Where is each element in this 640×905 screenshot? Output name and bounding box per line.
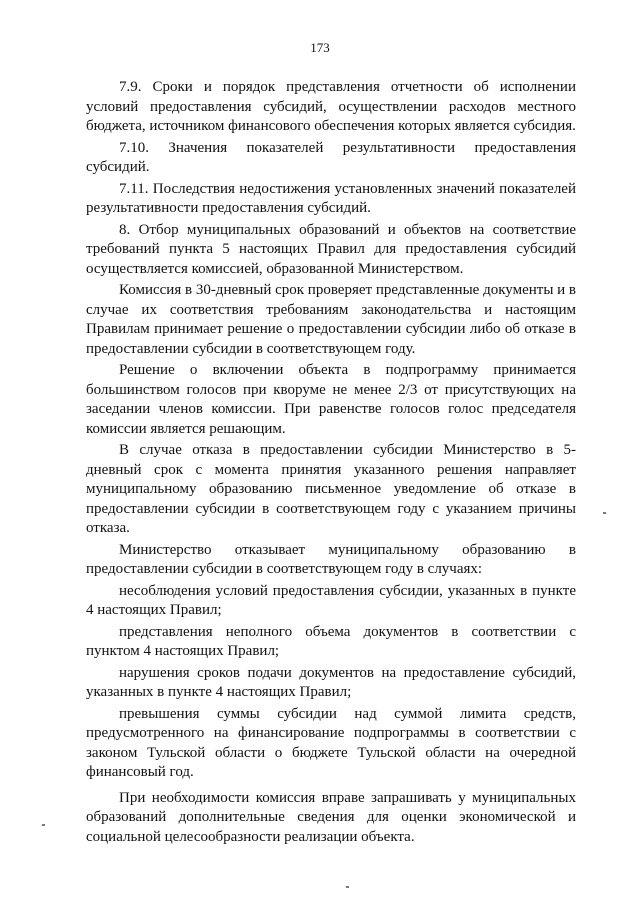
list-item-limit-exceeded: превышения суммы субсидии над суммой лимита средств, предусмотренного на финансирование подпрограммы в соответствии с законом Тульской области о бюджете Тульской области на очередной финансовый год. (86, 705, 576, 780)
paragraph-commission-review: Комиссия в 30-дневный срок проверяет представленные документы и в случае их соответствия требованиям законодательства и настоящим Правилам принимает решение о предоставлении субсидии либо об отказе в предоставлении субсидии в соответствующем году. (86, 282, 577, 357)
paragraph-7-10: 7.10. Значения показателей результативности предоставления субсидий. (86, 139, 576, 175)
paragraph-7-11: 7.11. Последствия недостижения установленных значений показателей результативности предоставления субсидий. (86, 180, 576, 216)
paragraph-refusal-notice: В случае отказа в предоставлении субсидии Министерство в 5-дневный срок с момента принятия указанного решения направляет муниципальному образованию письменное уведомление об отказе в предоставлении субсидии в соответствующем году с указанием причины отказа. (86, 442, 576, 536)
list-item-noncompliance: несоблюдения условий предоставления субсидии, указанных в пункте 4 настоящих Правил; (86, 582, 576, 618)
scan-speck (603, 512, 606, 514)
scan-speck (42, 824, 45, 826)
paragraph-decision: Решение о включении объекта в подпрограмму принимается большинством голосов при кворуме не менее 2/3 от присутствующих на заседании членов комиссии. При равенстве голосов голос председателя комиссии является решающим. (86, 362, 576, 437)
paragraph-7-9: 7.9. Сроки и порядок представления отчетности об исполнении условий предоставления субсидий, осуществлении расходов местного бюджета, источником финансового обеспечения которых является субсидия. (86, 79, 576, 134)
list-item-deadline-violation: нарушения сроков подачи документов на предоставление субсидий, указанных в пункте 4 настоящих Правил; (86, 664, 576, 700)
list-item-incomplete-docs: представления неполного объема документов в соответствии с пунктом 4 настоящих Правил; (86, 623, 576, 659)
paragraph-8: 8. Отбор муниципальных образований и объектов на соответствие требований пункта 5 настоящих Правил для предоставления субсидий осуществляется комиссией, образованной Министерством. (86, 221, 576, 277)
page-number: 173 (310, 40, 330, 55)
scan-speck (346, 886, 349, 888)
paragraph-refusal-cases: Министерство отказывает муниципальному образованию в предоставлении субсидии в соответствующем году в случаях: (86, 541, 576, 577)
paragraph-additional-info: При необходимости комиссия вправе запрашивать у муниципальных образований дополнительные сведения для оценки экономической и социальной целесообразности реализации объекта. (86, 789, 576, 845)
document-body (86, 78, 576, 849)
